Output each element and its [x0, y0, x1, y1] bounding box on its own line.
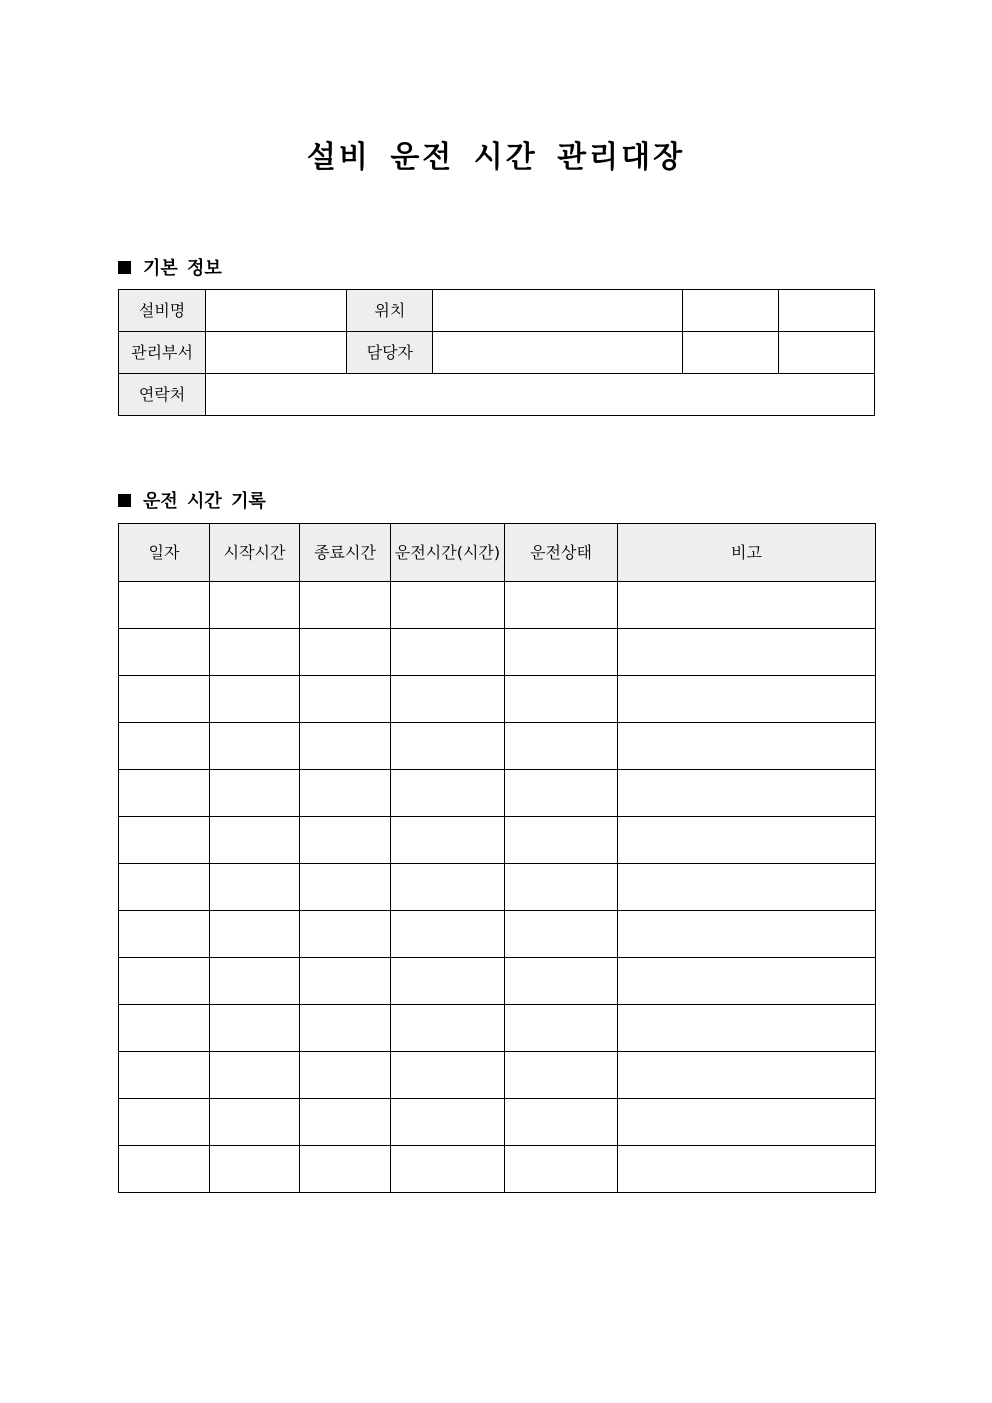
table-row [119, 1099, 876, 1146]
log-cell-run-hours[interactable] [391, 770, 505, 817]
contact-label: 연락처 [119, 374, 206, 416]
log-cell-run-status[interactable] [505, 676, 618, 723]
log-cell-run-status[interactable] [505, 770, 618, 817]
info-extra-cell[interactable] [778, 332, 874, 374]
operation-log-heading-text: 운전 시간 기록 [143, 491, 266, 512]
table-row [119, 1005, 876, 1052]
log-cell-run-hours[interactable] [391, 676, 505, 723]
table-row [119, 864, 876, 911]
table-row [119, 770, 876, 817]
info-extra-cell[interactable] [682, 332, 778, 374]
log-cell-start-time[interactable] [210, 817, 300, 864]
log-cell-date[interactable] [119, 1099, 210, 1146]
operation-log-heading [118, 487, 266, 513]
table-row [119, 723, 876, 770]
page-title: 설비 운전 시간 관리대장 [306, 140, 686, 175]
table-row [119, 676, 876, 723]
log-cell-run-hours[interactable] [391, 1005, 505, 1052]
basic-info-heading [118, 254, 222, 280]
column-header-run-status: 운전상태 [505, 524, 618, 582]
log-cell-run-hours[interactable] [391, 1146, 505, 1193]
log-cell-date[interactable] [119, 723, 210, 770]
log-cell-end-time[interactable] [300, 723, 391, 770]
log-cell-remarks[interactable] [618, 817, 876, 864]
log-cell-remarks[interactable] [618, 1099, 876, 1146]
log-cell-start-time[interactable] [210, 958, 300, 1005]
log-cell-remarks[interactable] [618, 723, 876, 770]
log-cell-date[interactable] [119, 864, 210, 911]
log-cell-date[interactable] [119, 1052, 210, 1099]
log-body [119, 582, 876, 1193]
info-extra-cell[interactable] [778, 290, 874, 332]
log-cell-start-time[interactable] [210, 1052, 300, 1099]
log-cell-start-time[interactable] [210, 676, 300, 723]
table-row [119, 1146, 876, 1193]
equipment-name-field[interactable] [206, 290, 347, 332]
log-cell-date[interactable] [119, 629, 210, 676]
log-cell-end-time[interactable] [300, 1052, 391, 1099]
info-row-department [119, 332, 875, 374]
log-cell-date[interactable] [119, 817, 210, 864]
column-header-remarks: 비고 [618, 524, 876, 582]
log-cell-start-time[interactable] [210, 770, 300, 817]
log-cell-remarks[interactable] [618, 629, 876, 676]
operation-log-table [118, 523, 876, 1193]
log-cell-end-time[interactable] [300, 1146, 391, 1193]
log-cell-end-time[interactable] [300, 864, 391, 911]
log-cell-run-status[interactable] [505, 911, 618, 958]
log-cell-start-time[interactable] [210, 1005, 300, 1052]
log-cell-date[interactable] [119, 770, 210, 817]
log-cell-run-hours[interactable] [391, 1052, 505, 1099]
equipment-name-label: 설비명 [119, 290, 206, 332]
log-cell-run-hours[interactable] [391, 911, 505, 958]
manager-field[interactable] [433, 332, 682, 374]
log-cell-remarks[interactable] [618, 770, 876, 817]
log-cell-run-hours[interactable] [391, 958, 505, 1005]
column-header-run-hours: 운전시간(시간) [391, 524, 505, 582]
log-cell-end-time[interactable] [300, 1099, 391, 1146]
department-field[interactable] [206, 332, 347, 374]
column-header-start-time: 시작시간 [210, 524, 300, 582]
log-cell-date[interactable] [119, 1146, 210, 1193]
info-row-equipment [119, 290, 875, 332]
column-header-end-time: 종료시간 [300, 524, 391, 582]
log-cell-end-time[interactable] [300, 1005, 391, 1052]
log-cell-remarks[interactable] [618, 1005, 876, 1052]
log-cell-start-time[interactable] [210, 911, 300, 958]
log-cell-remarks[interactable] [618, 676, 876, 723]
table-row [119, 582, 876, 629]
log-cell-run-hours[interactable] [391, 817, 505, 864]
location-field[interactable] [433, 290, 682, 332]
log-cell-remarks[interactable] [618, 864, 876, 911]
log-cell-end-time[interactable] [300, 958, 391, 1005]
log-cell-run-status[interactable] [505, 817, 618, 864]
log-cell-start-time[interactable] [210, 1099, 300, 1146]
log-cell-run-hours[interactable] [391, 864, 505, 911]
log-cell-date[interactable] [119, 958, 210, 1005]
log-cell-remarks[interactable] [618, 582, 876, 629]
log-cell-start-time[interactable] [210, 582, 300, 629]
table-row [119, 629, 876, 676]
log-header-row [119, 524, 876, 582]
table-row [119, 1052, 876, 1099]
log-cell-end-time[interactable] [300, 676, 391, 723]
log-cell-date[interactable] [119, 676, 210, 723]
log-cell-start-time[interactable] [210, 723, 300, 770]
log-cell-remarks[interactable] [618, 1146, 876, 1193]
square-bullet-icon [118, 494, 131, 507]
table-row [119, 911, 876, 958]
info-row-contact [119, 374, 875, 416]
column-header-date: 일자 [119, 524, 210, 582]
log-cell-run-status[interactable] [505, 582, 618, 629]
contact-field[interactable] [206, 374, 875, 416]
log-cell-start-time[interactable] [210, 1146, 300, 1193]
log-cell-date[interactable] [119, 582, 210, 629]
info-extra-cell[interactable] [682, 290, 778, 332]
log-cell-date[interactable] [119, 1005, 210, 1052]
log-cell-run-hours[interactable] [391, 723, 505, 770]
log-cell-run-status[interactable] [505, 723, 618, 770]
log-cell-run-hours[interactable] [391, 582, 505, 629]
location-label: 위치 [347, 290, 433, 332]
square-bullet-icon [118, 261, 131, 274]
log-cell-end-time[interactable] [300, 770, 391, 817]
basic-info-heading-text: 기본 정보 [143, 258, 222, 279]
log-cell-remarks[interactable] [618, 1052, 876, 1099]
basic-info-table [118, 289, 875, 416]
log-cell-run-status[interactable] [505, 629, 618, 676]
department-label: 관리부서 [119, 332, 206, 374]
table-row [119, 958, 876, 1005]
table-row [119, 817, 876, 864]
log-cell-end-time[interactable] [300, 582, 391, 629]
manager-label: 담당자 [347, 332, 433, 374]
log-cell-end-time[interactable] [300, 911, 391, 958]
log-cell-run-status[interactable] [505, 958, 618, 1005]
log-cell-end-time[interactable] [300, 629, 391, 676]
log-cell-run-hours[interactable] [391, 629, 505, 676]
log-cell-run-status[interactable] [505, 1099, 618, 1146]
log-cell-run-status[interactable] [505, 864, 618, 911]
log-cell-remarks[interactable] [618, 911, 876, 958]
log-cell-start-time[interactable] [210, 864, 300, 911]
log-cell-start-time[interactable] [210, 629, 300, 676]
log-cell-run-status[interactable] [505, 1005, 618, 1052]
log-cell-run-hours[interactable] [391, 1099, 505, 1146]
log-cell-remarks[interactable] [618, 958, 876, 1005]
log-cell-run-status[interactable] [505, 1052, 618, 1099]
log-cell-end-time[interactable] [300, 817, 391, 864]
log-cell-date[interactable] [119, 911, 210, 958]
log-cell-run-status[interactable] [505, 1146, 618, 1193]
